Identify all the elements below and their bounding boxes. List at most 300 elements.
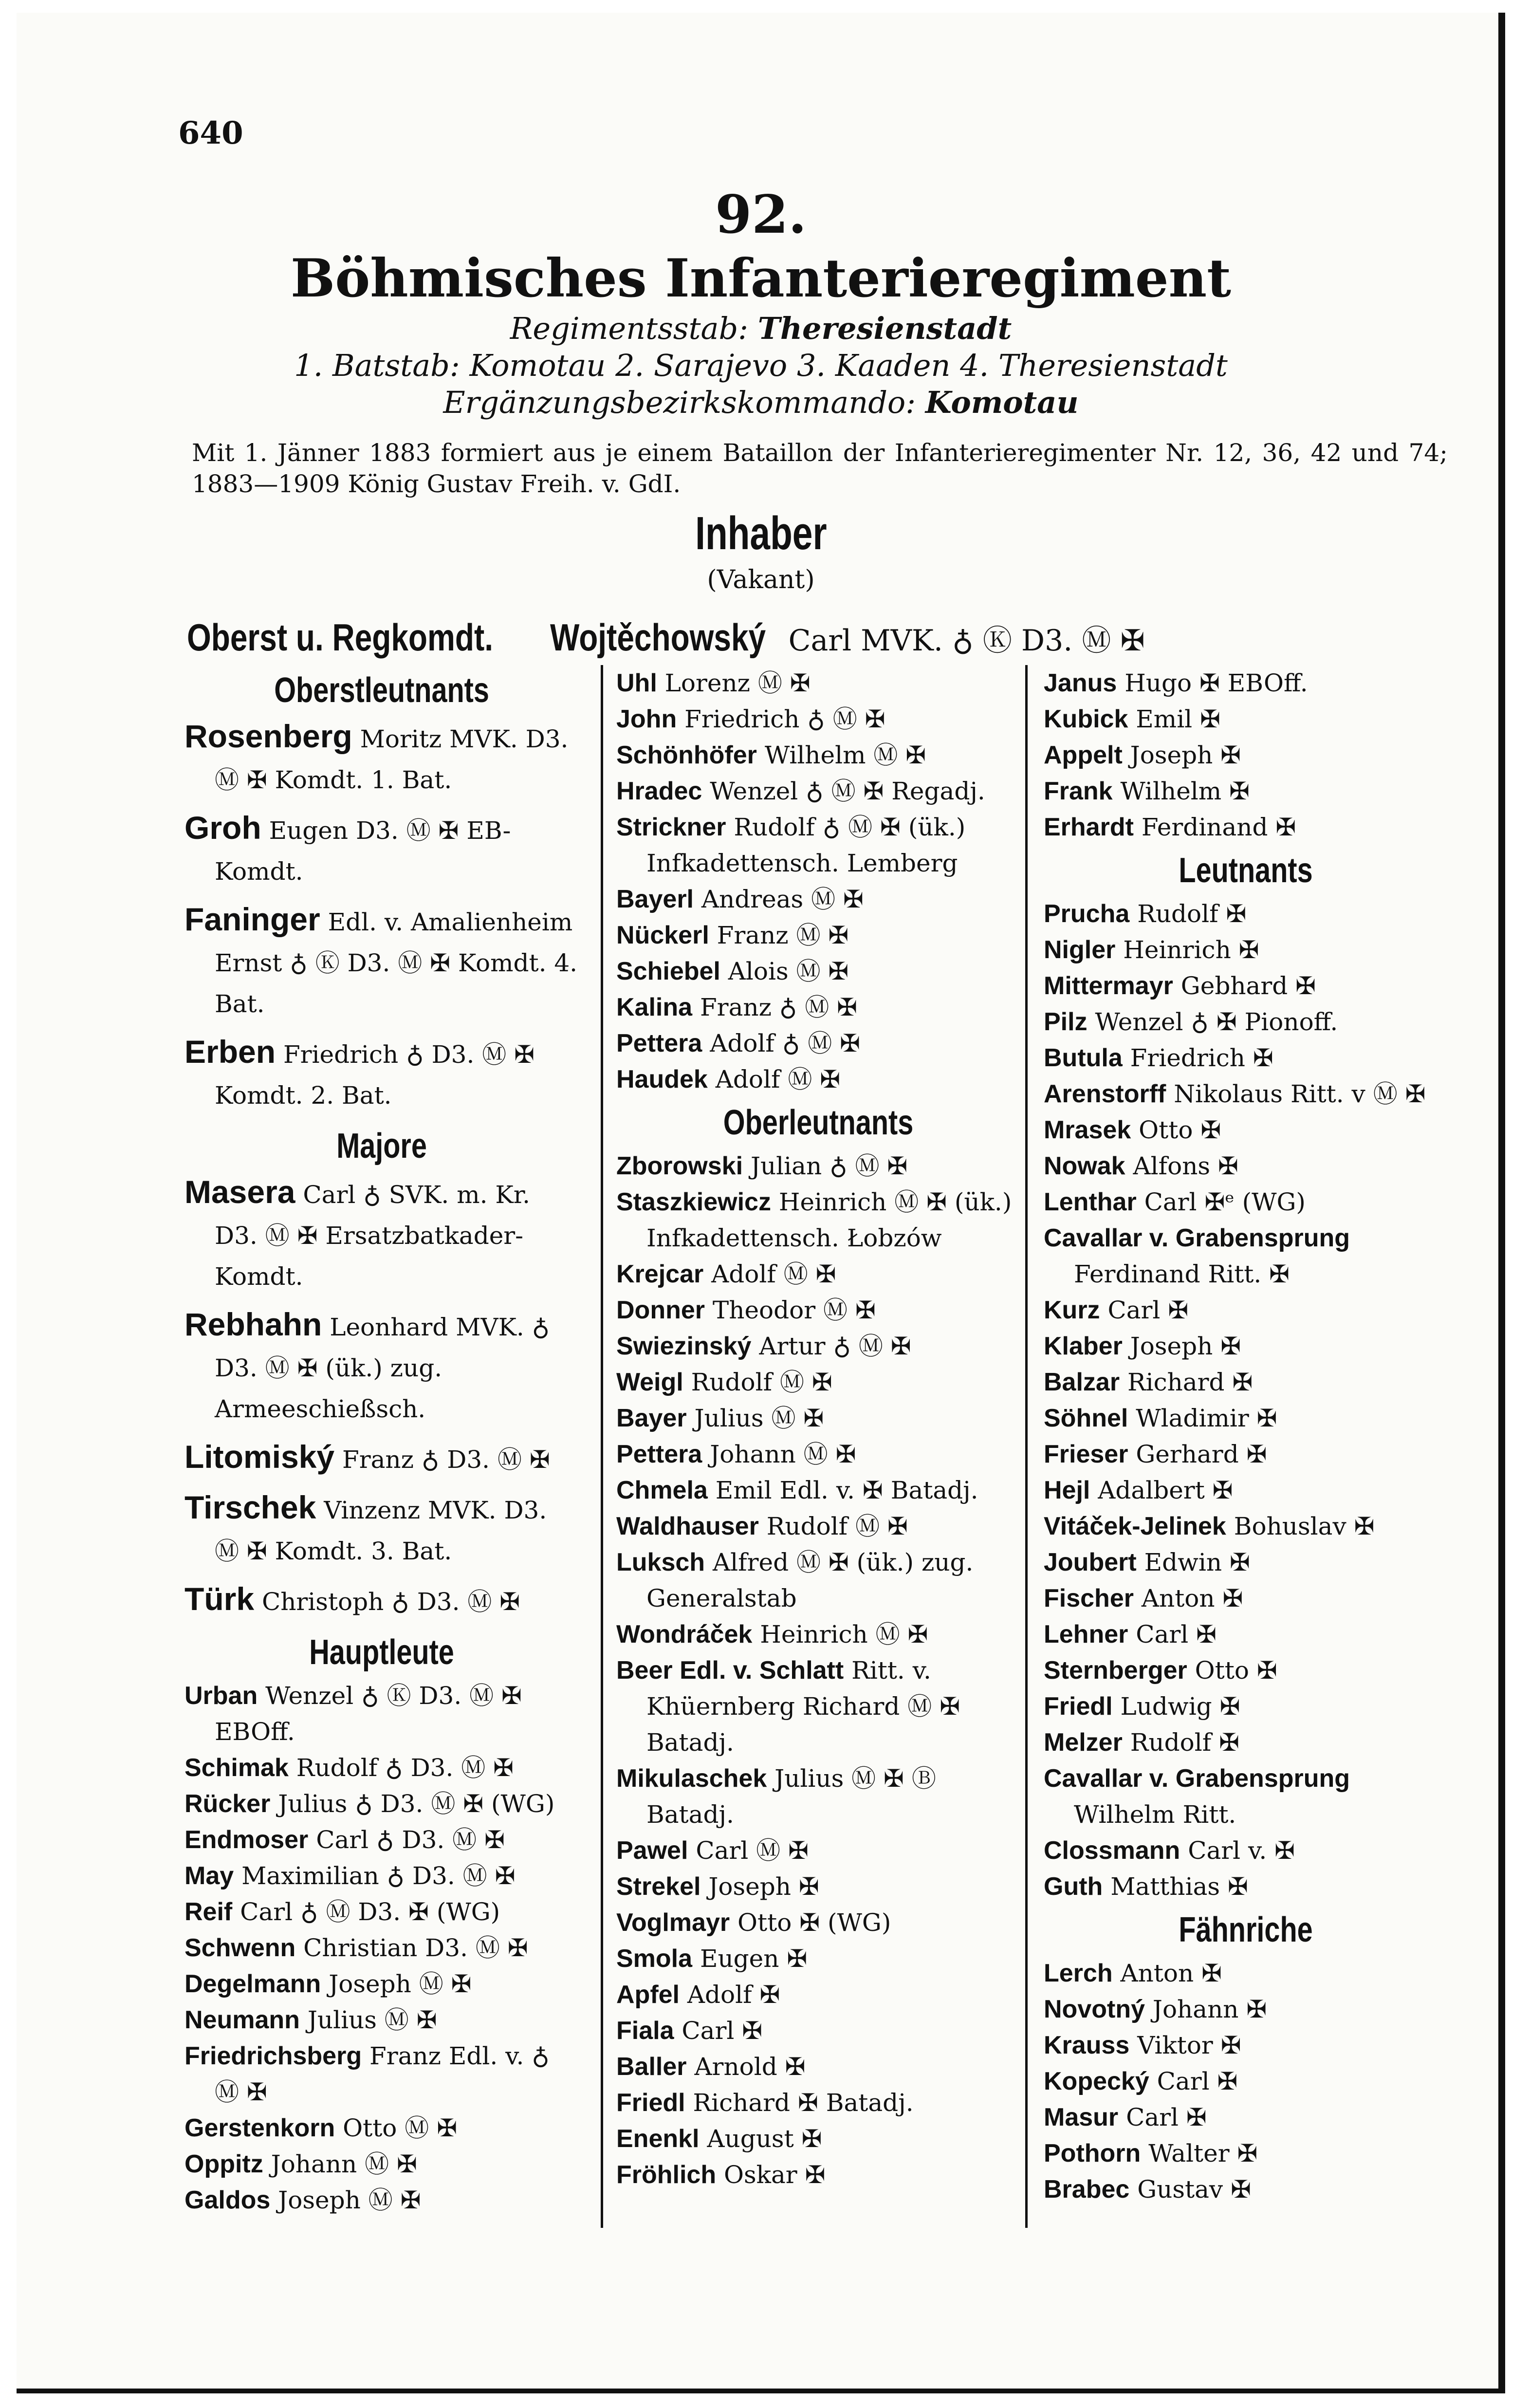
officer-entry [616,1025,1020,1061]
officer-entry [616,953,1020,989]
officer-surname: Voglmayr [616,1908,730,1937]
officer-details: Anton ✠ [1120,1959,1222,1987]
officer-details: Ferdinand ✠ [1141,813,1296,841]
officer-details: Otto ✠ (WG) [737,1908,891,1937]
officer-surname: Urban [184,1682,258,1710]
officer-details: Heinrich ✠ [1123,936,1259,964]
officer-details: Julius Ⓜ ✠ [694,1404,824,1432]
officer-surname: Galdos [184,2186,271,2214]
officer-surname: Hradec [616,777,702,805]
officer-details: Johann Ⓜ ✠ [710,1440,856,1468]
officer-entry [184,1750,579,1786]
officer-surname: Rosenberg [184,718,352,754]
officer-entry [616,773,1020,809]
officer-surname: Kubick [1044,705,1128,733]
officer-details: Wenzel ♁ ✠ Pionoff. [1095,1008,1338,1036]
officer-entry [184,2002,579,2038]
officer-details: Wenzel ♁ Ⓜ ✠ Regadj. [710,777,985,805]
officer-details: Alfons ✠ [1133,1152,1238,1180]
column-divider [1025,665,1028,2228]
formation-note: Mit 1. Jänner 1883 formiert aus je einem Bataillon der Infanterieregimenter Nr. 12, 36, 42 und 74; 1883—1909 König Gustav Freih. v. GdI. [192,439,1448,498]
officer-surname: Novotný [1044,1995,1145,2023]
officer-surname: Fischer [1044,1584,1134,1612]
officer-entry [184,1578,579,1622]
officer-surname: Schiebel [616,957,720,985]
officer-details: Artur ♁ Ⓜ ✠ [759,1332,911,1360]
commander-details: Carl MVK. ♁ Ⓚ D3. Ⓜ ✠ [788,624,1145,658]
ergaenzung-value: Komotau [925,385,1079,420]
officer-surname: Schönhöfer [616,741,757,769]
officer-surname: Chmela [616,1476,708,1504]
officer-details: Arnold ✠ [694,2053,806,2081]
officer-surname: Krauss [1044,2031,1130,2059]
officer-list [184,1678,579,2218]
officer-details: Franz ♁ D3. Ⓜ ✠ [342,1445,550,1474]
officer-entry [1044,1652,1448,1688]
officer-details: Franz ♁ Ⓜ ✠ [700,993,858,1021]
officer-entry [184,1436,579,1480]
regimentsstab-label: Regimentsstab: [510,311,749,346]
officer-details: Gebhard ✠ [1180,972,1316,1000]
inhaber-heading: Inhaber [695,507,827,559]
officer-surname: Apfel [616,1981,680,2009]
officer-details: Oskar ✠ [724,2161,826,2189]
officer-details: Rudolf ♁ D3. Ⓜ ✠ [296,1754,514,1782]
officer-details: Walter ✠ [1148,2139,1258,2167]
officer-details: Richard ✠ [1127,1368,1253,1396]
officer-entry [616,1364,1020,1400]
officer-details: Heinrich Ⓜ ✠ [760,1620,928,1649]
officer-entry [184,2110,579,2146]
officer-surname: Friedl [616,2089,685,2117]
officer-surname: Masur [1044,2103,1119,2131]
officer-surname: Krejcar [616,1260,704,1288]
officer-surname: Mittermayr [1044,972,1173,1000]
officer-surname: Lenthar [1044,1188,1137,1216]
officer-surname: Rebhahn [184,1306,322,1342]
officer-surname: Schimak [184,1754,289,1782]
officer-details: Wenzel ♁ Ⓚ D3. Ⓜ ✠ EBOff. [215,1682,522,1746]
officer-surname: Friedl [1044,1692,1113,1721]
officer-entry [616,1061,1020,1097]
officer-details: Ludwig ✠ [1120,1692,1240,1721]
page-sheet [17,13,1505,2393]
officer-details: Franz Edl. v. ♁ Ⓜ ✠ [215,2042,550,2106]
officer-entry [616,2157,1020,2193]
officer-surname: Donner [616,1296,705,1324]
officer-surname: Prucha [1044,900,1130,928]
officer-entry [1044,701,1448,737]
officer-entry [1044,896,1448,932]
officer-surname: Clossmann [1044,1836,1180,1865]
officer-surname: Kurz [1044,1296,1100,1324]
officer-details: Julius Ⓜ ✠ [307,2006,437,2034]
officer-surname: Baller [616,2053,687,2081]
officer-details: Edl. v. Amalienheim Ernst ♁ Ⓚ D3. Ⓜ ✠ Komdt. 4. Bat. [215,908,578,1018]
officer-details: Friedrich ♁ Ⓜ ✠ [684,705,885,733]
officer-details: Emil Edl. v. ✠ Batadj. [715,1476,978,1504]
officer-surname: Pettera [616,1029,702,1057]
officer-details: Johann ✠ [1152,1995,1267,2023]
officer-entry [1044,2171,1448,2207]
officer-surname: Masera [184,1174,295,1210]
officer-entry [184,899,579,1024]
section-heading: Leutnants [1179,851,1313,890]
officer-entry [184,716,579,800]
officer-entry [616,665,1020,701]
officer-surname: Faninger [184,901,320,937]
officer-entry [184,807,579,892]
officer-entry [184,1171,579,1297]
officer-entry [616,1652,1020,1760]
regimentsstab-value: Theresienstadt [757,311,1012,346]
officer-surname: Luksch [616,1548,705,1576]
ergaenzung-label: Ergänzungsbezirkskommando: [443,385,916,420]
officer-surname: Endmoser [184,1826,309,1854]
officer-entry [616,917,1020,953]
officer-surname: Wondráček [616,1620,753,1649]
officer-entry [1044,2099,1448,2135]
officer-surname: John [616,705,677,733]
officer-entry [1044,1724,1448,1760]
officer-entry [1044,932,1448,968]
officer-entry [184,1858,579,1894]
officer-details: Joseph ✠ [1130,741,1241,769]
officer-entry [616,2085,1020,2121]
officer-entry [1044,1292,1448,1328]
officer-entry [1044,2063,1448,2099]
officer-details: Alfred Ⓜ ✠ (ük.) zug. Generalstab [646,1548,974,1612]
officer-surname: Pettera [616,1440,702,1468]
officer-surname: Balzar [1044,1368,1120,1396]
officer-details: Carl Ⓜ ✠ [696,1836,809,1865]
officer-entry [616,809,1020,881]
officer-details: Leonhard MVK. ♁ D3. Ⓜ ✠ (ük.) zug. Armeeschießsch. [215,1313,550,1423]
officer-surname: Gerstenkorn [184,2114,335,2142]
officer-entry [1044,1688,1448,1724]
officer-details: Adalbert ✠ [1098,1476,1233,1504]
officer-surname: Smola [616,1945,693,1973]
officer-entry [184,1786,579,1822]
regiment-commander [187,615,1145,663]
officer-entry [616,1328,1020,1364]
officer-details: Joseph Ⓜ ✠ [278,2186,421,2214]
officer-surname: Melzer [1044,1728,1123,1757]
officer-surname: Cavallar v. Grabensprung [1044,1764,1350,1793]
officer-surname: Beer Edl. v. Schlatt [616,1656,844,1685]
officer-entry [616,1472,1020,1508]
officer-surname: Neumann [184,2006,300,2034]
officer-details: Lorenz Ⓜ ✠ [664,669,811,697]
officer-surname: Staszkiewicz [616,1188,771,1216]
officer-surname: Sternberger [1044,1656,1187,1685]
officer-details: Nikolaus Ritt. v Ⓜ ✠ [1174,1080,1426,1108]
officer-details: Andreas Ⓜ ✠ [701,885,864,913]
officer-list [1044,665,1448,845]
officer-entry [616,1941,1020,1977]
officer-surname: Erhardt [1044,813,1134,841]
officer-entry [184,2038,579,2110]
officer-entry [1044,1220,1448,1292]
officer-details: Carl ✠ [1107,1296,1189,1324]
officer-surname: Mrasek [1044,1116,1131,1144]
officer-entry [184,2146,579,2182]
officer-entry [1044,1148,1448,1184]
officer-surname: Nückerl [616,921,709,949]
officer-surname: Söhnel [1044,1404,1128,1432]
officer-details: Julius Ⓜ ✠ Ⓑ Batadj. [646,1764,936,1829]
officer-surname: Vitáček-Jelinek [1044,1512,1226,1540]
officer-entry [616,1436,1020,1472]
officer-surname: Zborowski [616,1152,743,1180]
officer-details: Hugo ✠ EBOff. [1124,669,1308,697]
officer-entry [1044,1004,1448,1040]
officer-entry [616,1616,1020,1652]
officer-surname: Cavallar v. Grabensprung [1044,1224,1350,1252]
commander-rank: Oberst u. Regkomdt. [187,616,494,659]
officer-surname: Pothorn [1044,2139,1141,2167]
officer-surname: Türk [184,1581,255,1617]
column-middle [616,665,1020,2193]
officer-details: Franz Ⓜ ✠ [717,921,849,949]
officer-details: Anton ✠ [1141,1584,1243,1612]
officer-surname: Rücker [184,1790,271,1818]
officer-list [1044,1955,1448,2207]
officer-entry [616,1400,1020,1436]
officer-details: Julius ♁ D3. Ⓜ ✠ (WG) [278,1790,555,1818]
officer-surname: Frieser [1044,1440,1128,1468]
officer-surname: May [184,1862,234,1890]
officer-entry [616,989,1020,1025]
officer-surname: Nigler [1044,936,1116,964]
officer-details: Friedrich ♁ D3. Ⓜ ✠ Komdt. 2. Bat. [215,1040,535,1110]
officer-surname: Hejl [1044,1476,1090,1504]
officer-entry [1044,1991,1448,2027]
section-heading: Fähnriche [1179,1910,1313,1949]
officer-details: Bohuslav ✠ [1234,1512,1375,1540]
commander-surname: Wojtěchowský [550,616,766,659]
section-heading: Oberstleutnants [274,671,489,710]
officer-surname: Oppitz [184,2150,263,2178]
officer-entry [1044,2027,1448,2063]
ergaenzung-line [17,384,1505,421]
officer-entry [616,1760,1020,1833]
officer-entry [1044,1040,1448,1076]
officer-entry [1044,1508,1448,1544]
officer-entry [184,1304,579,1429]
officer-surname: Frank [1044,777,1113,805]
officer-list [616,665,1020,1097]
officer-entry [1044,1869,1448,1905]
officer-details: Friedrich ✠ [1130,1044,1273,1072]
officer-entry [1044,1076,1448,1112]
officer-list [184,1171,579,1622]
officer-surname: Strickner [616,813,726,841]
officer-details: Carl ✠ [1126,2103,1207,2131]
officer-surname: Swiezinský [616,1332,752,1360]
officer-details: Vinzenz MVK. D3. Ⓜ ✠ Komdt. 3. Bat. [215,1496,547,1565]
officer-surname: Kopecký [1044,2067,1149,2095]
officer-entry [184,1678,579,1750]
officer-surname: Haudek [616,1065,708,1093]
officer-entry [1044,1833,1448,1869]
officer-surname: Nowak [1044,1152,1125,1180]
regiment-number: 92. [715,184,807,245]
officer-entry [616,1148,1020,1184]
officer-entry [616,737,1020,773]
officer-details: Alois Ⓜ ✠ [728,957,849,985]
officer-surname: Bayer [616,1404,687,1432]
officer-surname: Fröhlich [616,2161,717,2189]
officer-entry [616,2121,1020,2157]
officer-surname: Weigl [616,1368,683,1396]
officer-details: Carl ✠ [1136,1620,1217,1649]
officer-details: Gerhard ✠ [1136,1440,1267,1468]
officer-details: Julian ♁ Ⓜ ✠ [750,1152,908,1180]
regiment-header [17,185,1505,421]
officer-surname: Klaber [1044,1332,1123,1360]
column-right [1044,665,1448,2207]
officer-details: Adolf ♁ Ⓜ ✠ [710,1029,861,1057]
officer-entry [616,1292,1020,1328]
officer-surname: Pilz [1044,1008,1088,1036]
officer-surname: Schwenn [184,1934,296,1962]
officer-details: Ritt. v. Khüernberg Richard Ⓜ ✠ Batadj. [646,1656,960,1757]
officer-surname: Reif [184,1898,233,1926]
officer-details: Eugen D3. Ⓜ ✠ EB-Komdt. [215,816,511,886]
officer-details: Rudolf ✠ [1130,1728,1239,1757]
officer-entry [1044,1328,1448,1364]
officer-details: Carl ♁ D3. Ⓜ ✠ [316,1826,505,1854]
officer-details: Christian D3. Ⓜ ✠ [303,1934,528,1962]
officer-list [1044,896,1448,1905]
officer-surname: Erben [184,1034,276,1070]
officer-surname: Degelmann [184,1970,321,1998]
officer-details: Otto ✠ [1195,1656,1277,1685]
officer-surname: Appelt [1044,741,1123,769]
officer-entry [184,1930,579,1966]
officer-entry [616,881,1020,917]
officer-surname: Pawel [616,1836,688,1865]
officer-entry [616,1869,1020,1905]
officer-entry [616,1977,1020,2013]
officer-details: Edwin ✠ [1144,1548,1250,1576]
officer-details: Carl ✠ [682,2017,763,2045]
column-divider [601,665,603,2228]
officer-surname: Litomiský [184,1439,335,1475]
officer-details: Joseph Ⓜ ✠ [329,1970,472,1998]
officer-entry [616,1905,1020,1941]
officer-details: Viktor ✠ [1137,2031,1241,2059]
officer-details: Emil ✠ [1136,705,1220,733]
officer-details: Carl ♁ SVK. m. Kr. D3. Ⓜ ✠ Ersatzbatkader-Komdt. [215,1181,531,1291]
officer-details: Adolf Ⓜ ✠ [715,1065,841,1093]
officer-surname: Bayerl [616,885,694,913]
officer-list [184,716,579,1116]
officer-details: Moritz MVK. D3. Ⓜ ✠ Komdt. 1. Bat. [215,725,569,794]
officer-entry [184,1822,579,1858]
officer-details: Wilhelm ✠ [1120,777,1250,805]
officer-details: August ✠ [707,2125,822,2153]
officer-entry [1044,1436,1448,1472]
officer-details: Otto Ⓜ ✠ [343,2114,458,2142]
officer-details: Adolf Ⓜ ✠ [711,1260,836,1288]
officer-details: Otto ✠ [1139,1116,1221,1144]
officer-details: Johann Ⓜ ✠ [271,2150,417,2178]
section-heading: Oberleutnants [723,1103,914,1142]
officer-entry [1044,665,1448,701]
officer-surname: Joubert [1044,1548,1137,1576]
officer-details: Rudolf Ⓜ ✠ [766,1512,908,1540]
officer-entry [1044,809,1448,845]
section-heading: Majore [336,1127,427,1166]
officer-entry [1044,1184,1448,1220]
officer-details: Carl ✠ᵉ (WG) [1144,1188,1306,1216]
officer-entry [616,2013,1020,2049]
officer-details: Rudolf Ⓜ ✠ [691,1368,832,1396]
officer-details: Wilhelm Ⓜ ✠ [764,741,926,769]
officer-surname: Kalina [616,993,693,1021]
officer-details: Theodor Ⓜ ✠ [712,1296,876,1324]
officer-entry [1044,1616,1448,1652]
officer-details: Gustav ✠ [1137,2175,1251,2204]
batstab-line: 1. Batstab: Komotau 2. Sarajevo 3. Kaaden 4. Theresienstadt [294,348,1228,383]
officer-entry [1044,773,1448,809]
officer-details: Joseph ✠ [708,1872,819,1901]
officer-entry [616,1833,1020,1869]
officer-surname: Fiala [616,2017,674,2045]
officer-entry [1044,1364,1448,1400]
officer-details: Christoph ♁ D3. Ⓜ ✠ [261,1588,520,1616]
officer-surname: Tirschek [184,1489,316,1525]
officer-entry [1044,737,1448,773]
officer-surname: Brabec [1044,2175,1130,2204]
officer-entry [1044,1580,1448,1616]
officer-surname: Uhl [616,669,657,697]
officer-entry [184,1487,579,1572]
officer-entry [184,1966,579,2002]
column-left [184,665,579,2218]
officer-details: Adolf ✠ [687,1981,780,2009]
page-number: 640 [178,115,243,151]
officer-details: Carl v. ✠ [1188,1836,1295,1865]
officer-details: Wilhelm Ritt. [1074,1800,1236,1829]
officer-surname: Strekel [616,1872,701,1901]
officer-entry [1044,1400,1448,1436]
officer-details: Richard ✠ Batadj. [693,2089,914,2117]
officer-entry [616,1544,1020,1616]
section-heading: Hauptleute [309,1633,454,1672]
officer-list [616,1148,1020,2193]
officer-entry [1044,2135,1448,2171]
officer-details: Rudolf ✠ [1137,900,1247,928]
officer-details: Carl ♁ Ⓜ D3. ✠ (WG) [240,1898,500,1926]
officer-entry [184,1031,579,1116]
regimentsstab-line [17,310,1505,347]
officer-surname: Mikulaschek [616,1764,767,1793]
officer-surname: Lehner [1044,1620,1128,1649]
officer-entry [184,1894,579,1930]
officer-details: Rudolf ♁ Ⓜ ✠ (ük.) Infkadettensch. Lemberg [646,813,966,877]
officer-surname: Janus [1044,669,1117,697]
officer-surname: Enenkl [616,2125,700,2153]
officer-entry [1044,1544,1448,1580]
officer-surname: Guth [1044,1872,1103,1901]
officer-entry [1044,968,1448,1004]
officer-surname: Arenstorff [1044,1080,1166,1108]
officer-details: Wladimir ✠ [1136,1404,1277,1432]
officer-entry [616,1256,1020,1292]
